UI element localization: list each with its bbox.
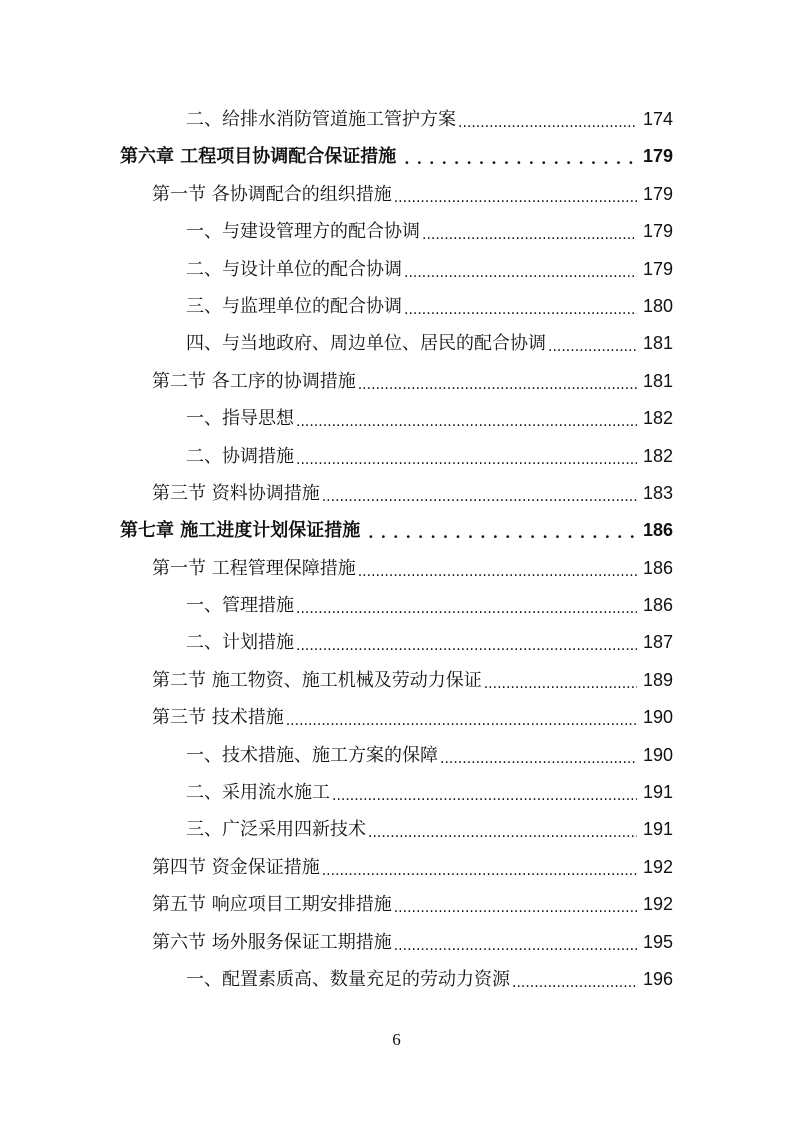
toc-entry[interactable] <box>186 288 673 325</box>
toc-entry[interactable] <box>186 961 673 998</box>
table-of-contents <box>0 101 793 998</box>
dot-leader <box>362 512 637 549</box>
toc-entry-page: 190 <box>642 707 673 728</box>
toc-section-entry[interactable] <box>152 886 673 923</box>
toc-entry-title: 第五节 响应项目工期安排措施 <box>152 894 392 916</box>
toc-entry-page: 192 <box>642 856 673 877</box>
dot-leader <box>484 662 637 699</box>
dot-leader <box>548 325 637 362</box>
toc-section-entry[interactable] <box>152 550 673 587</box>
toc-entry-title: 一、管理措施 <box>186 595 294 617</box>
dot-leader <box>332 774 637 811</box>
toc-entry-page: 186 <box>642 595 673 616</box>
dot-leader <box>394 886 637 923</box>
toc-entry[interactable] <box>186 737 673 774</box>
toc-section-entry[interactable] <box>152 699 673 736</box>
dot-leader <box>422 213 637 250</box>
toc-entry-title: 二、计划措施 <box>186 632 294 654</box>
toc-entry-page: 179 <box>642 221 673 242</box>
toc-entry-title: 三、与监理单位的配合协调 <box>186 295 402 317</box>
dot-leader <box>322 475 637 512</box>
toc-entry[interactable] <box>186 811 673 848</box>
dot-leader <box>296 624 637 661</box>
dot-leader <box>358 363 637 400</box>
page-number: 6 <box>392 1030 401 1049</box>
toc-entry-page: 181 <box>642 370 673 391</box>
toc-entry-page: 183 <box>642 482 673 503</box>
toc-section-entry[interactable] <box>152 363 673 400</box>
toc-entry-page: 182 <box>642 445 673 466</box>
toc-entry-title: 一、与建设管理方的配合协调 <box>186 221 420 243</box>
toc-entry-title: 第四节 资金保证措施 <box>152 856 320 878</box>
toc-chapter-entry[interactable] <box>120 138 673 175</box>
toc-entry-page: 190 <box>642 744 673 765</box>
toc-entry-page: 191 <box>642 782 673 803</box>
toc-entry[interactable] <box>186 101 673 138</box>
toc-entry-title: 三、广泛采用四新技术 <box>186 819 366 841</box>
dot-leader <box>322 849 637 886</box>
toc-entry-page: 180 <box>642 295 673 316</box>
dot-leader <box>286 699 637 736</box>
toc-entry-page: 187 <box>642 632 673 653</box>
toc-entry[interactable] <box>186 587 673 624</box>
toc-entry[interactable] <box>186 213 673 250</box>
dot-leader <box>404 288 637 325</box>
toc-entry-title: 第七章 施工进度计划保证措施 <box>120 520 361 542</box>
toc-chapter-entry[interactable] <box>120 512 673 549</box>
dot-leader <box>394 924 637 961</box>
toc-entry[interactable] <box>186 624 673 661</box>
toc-entry-title: 二、给排水消防管道施工管护方案 <box>186 109 456 130</box>
toc-entry-page: 179 <box>642 146 673 167</box>
dot-leader <box>394 176 637 213</box>
dot-leader <box>296 587 637 624</box>
dot-leader <box>398 138 637 175</box>
dot-leader <box>296 438 637 475</box>
toc-entry-title: 四、与当地政府、周边单位、居民的配合协调 <box>186 333 546 355</box>
toc-section-entry[interactable] <box>152 176 673 213</box>
toc-entry-page: 186 <box>642 557 673 578</box>
toc-entry-title: 第二节 施工物资、施工机械及劳动力保证 <box>152 669 482 691</box>
toc-entry-title: 第六节 场外服务保证工期措施 <box>152 931 392 953</box>
toc-entry-title: 第三节 资料协调措施 <box>152 482 320 504</box>
toc-entry-title: 二、采用流水施工 <box>186 782 330 804</box>
toc-entry-page: 179 <box>642 183 673 204</box>
toc-entry-title: 第三节 技术措施 <box>152 707 284 729</box>
toc-entry-title: 二、与设计单位的配合协调 <box>186 258 402 280</box>
dot-leader <box>512 961 637 998</box>
toc-entry-page: 195 <box>642 931 673 952</box>
toc-entry-title: 一、技术措施、施工方案的保障 <box>186 744 438 766</box>
toc-entry-title: 一、配置素质高、数量充足的劳动力资源 <box>186 968 510 990</box>
toc-entry-title: 第一节 工程管理保障措施 <box>152 557 356 579</box>
toc-entry[interactable] <box>186 774 673 811</box>
dot-leader <box>296 400 637 437</box>
toc-entry-page: 186 <box>642 520 673 541</box>
toc-section-entry[interactable] <box>152 924 673 961</box>
toc-entry-page: 181 <box>642 333 673 354</box>
dot-leader <box>358 550 637 587</box>
toc-section-entry[interactable] <box>152 475 673 512</box>
toc-entry-page: 189 <box>642 669 673 690</box>
dot-leader <box>368 811 637 848</box>
toc-entry-title: 第一节 各协调配合的组织措施 <box>152 183 392 205</box>
toc-entry-page: 192 <box>642 894 673 915</box>
toc-entry[interactable] <box>186 400 673 437</box>
toc-entry[interactable] <box>186 438 673 475</box>
toc-entry-title: 一、指导思想 <box>186 408 294 430</box>
toc-entry-page: 196 <box>642 968 673 989</box>
toc-entry[interactable] <box>186 325 673 362</box>
toc-entry-page: 179 <box>642 258 673 279</box>
toc-entry-page: 191 <box>642 819 673 840</box>
toc-section-entry[interactable] <box>152 849 673 886</box>
dot-leader <box>440 737 637 774</box>
toc-entry-title: 第二节 各工序的协调措施 <box>152 370 356 392</box>
toc-entry-page: 182 <box>642 408 673 429</box>
toc-entry[interactable] <box>186 251 673 288</box>
toc-entry-page: 174 <box>642 109 673 129</box>
toc-entry-title: 二、协调措施 <box>186 445 294 467</box>
toc-entry-title: 第六章 工程项目协调配合保证措施 <box>120 146 397 168</box>
toc-section-entry[interactable] <box>152 662 673 699</box>
dot-leader <box>458 101 637 138</box>
dot-leader <box>404 251 637 288</box>
